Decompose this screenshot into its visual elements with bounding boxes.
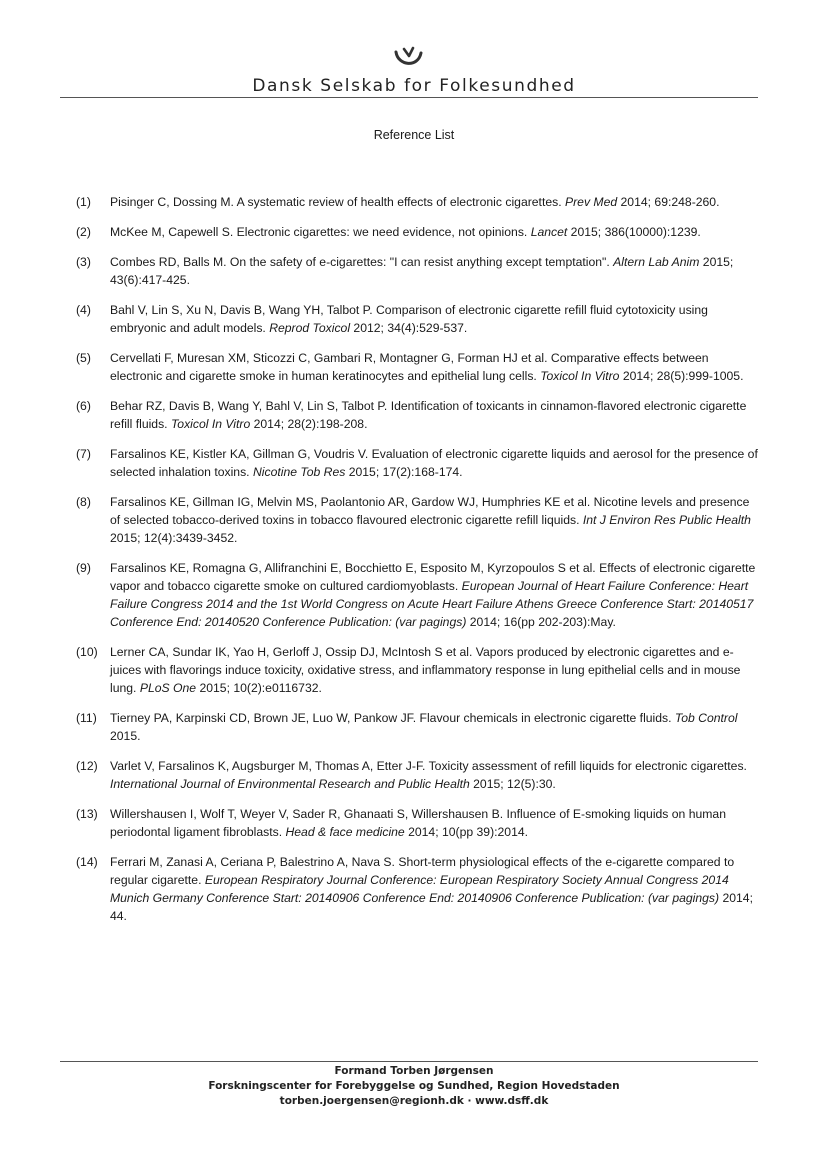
- reference-text: [110, 757, 762, 793]
- reference-fragment: 2014; 28(5):999-1005.: [619, 369, 744, 383]
- reference-fragment: Combes RD, Balls M. On the safety of e-cigarettes: "I can resist anything except temptation".: [110, 255, 614, 269]
- header-divider: [60, 97, 758, 98]
- reference-fragment: Cervellati F, Muresan XM, Sticozzi C, Gambari R, Montagner G, Forman HJ et al. Comparative effects between electronic and cigarette smoke in human keratinocytes and epithelial lung cells.: [110, 351, 709, 383]
- reference-fragment: 2015; 12(4):3439-3452.: [110, 531, 238, 545]
- reference-fragment: 2015.: [110, 729, 141, 743]
- reference-source: Nicotine Tob Res: [252, 465, 346, 479]
- reference-item: [76, 643, 762, 697]
- reference-item: [76, 349, 762, 385]
- reference-text: [110, 559, 762, 631]
- reference-fragment: 2015; 17(2):168-174.: [345, 465, 463, 479]
- reference-source: Head & face medicine: [285, 825, 405, 839]
- reference-text: [110, 445, 762, 481]
- reference-item: [76, 709, 762, 745]
- stylized-smile-logo-icon: [390, 44, 426, 72]
- reference-source: European Journal of Heart Failure Conference: Heart Failure Congress 2014 and the 1st World Congress on Acute Heart Failure Athens Greece Conference Start: 20140517 Conference End: 20140520 Conference Publication: (var pagings): [110, 579, 754, 629]
- reference-item: [76, 223, 762, 241]
- reference-text: [110, 397, 762, 433]
- reference-source: International Journal of Environmental Research and Public Health: [110, 777, 470, 791]
- reference-item: [76, 193, 762, 211]
- footer-contact: torben.joergensen@regionh.dk · www.dsff.dk: [279, 1095, 549, 1107]
- reference-fragment: 2014; 69:248-260.: [617, 195, 720, 209]
- reference-fragment: Varlet V, Farsalinos K, Augsburger M, Thomas A, Etter J-F. Toxicity assessment of refill liquids for electronic cigarettes.: [110, 759, 747, 773]
- reference-fragment: Tierney PA, Karpinski CD, Brown JE, Luo W, Pankow JF. Flavour chemicals in electronic cigarette fluids.: [110, 711, 675, 725]
- reference-source: Int J Environ Res Public Health: [582, 513, 751, 527]
- reference-text: [110, 493, 762, 547]
- reference-source: Toxicol In Vitro: [540, 369, 620, 383]
- reference-item: [76, 805, 762, 841]
- footer-chair: Formand Torben Jørgensen: [334, 1065, 494, 1077]
- reference-item: [76, 493, 762, 547]
- reference-number: (10): [76, 645, 98, 659]
- reference-item: [76, 853, 762, 925]
- reference-text: [110, 853, 762, 925]
- reference-text: [110, 709, 762, 745]
- reference-item: [76, 253, 762, 289]
- organization-name: Dansk Selskab for Folkesundhed: [252, 76, 576, 96]
- page-title: Reference List: [373, 128, 455, 142]
- reference-item: [76, 301, 762, 337]
- footer-institution: Forskningscenter for Forebyggelse og Sundhed, Region Hovedstaden: [208, 1080, 620, 1092]
- reference-item: [76, 445, 762, 481]
- reference-source: Prev Med: [564, 195, 618, 209]
- reference-fragment: 2015; 10(2):e0116732.: [196, 681, 322, 695]
- reference-fragment: 2014; 28(2):198-208.: [250, 417, 368, 431]
- reference-source: Altern Lab Anim: [613, 255, 700, 269]
- reference-number: (11): [76, 711, 97, 725]
- reference-text: [110, 223, 762, 241]
- reference-number: (12): [76, 759, 98, 773]
- reference-text: [110, 349, 762, 385]
- reference-fragment: Ferrari M, Zanasi A, Ceriana P, Balestrino A, Nava S. Short-term physiological effects of the e-cigarette compared to regular cigarette.: [110, 855, 735, 887]
- reference-fragment: 2015; 386(10000):1239.: [567, 225, 701, 239]
- reference-item: [76, 559, 762, 631]
- reference-fragment: Lerner CA, Sundar IK, Yao H, Gerloff J, Ossip DJ, McIntosh S et al. Vapors produced by electronic cigarettes and e-juices with flavorings induce toxicity, oxidative stress, and inflammatory response in lung epithelial cells and in mouse lung.: [110, 645, 741, 695]
- reference-fragment: McKee M, Capewell S. Electronic cigarettes: we need evidence, not opinions.: [110, 225, 531, 239]
- reference-text: [110, 301, 762, 337]
- reference-number: (8): [76, 495, 91, 509]
- reference-source: European Respiratory Journal Conference: European Respiratory Society Annual Congress 2014 Munich Germany Conference Start: 20140906 Conference End: 20140906 Conference Publication: (var pagings): [110, 873, 729, 905]
- reference-fragment: 2014; 44.: [110, 891, 753, 923]
- reference-fragment: Behar RZ, Davis B, Wang Y, Bahl V, Lin S, Talbot P. Identification of toxicants in cinnamon-flavored electronic cigarette refill fluids.: [110, 399, 747, 431]
- reference-fragment: 2012; 34(4):529-537.: [350, 321, 468, 335]
- reference-number: (13): [76, 807, 98, 821]
- reference-source: Lancet: [530, 225, 568, 239]
- reference-text: [110, 253, 762, 289]
- reference-fragment: Farsalinos KE, Gillman IG, Melvin MS, Paolantonio AR, Gardow WJ, Humphries KE et al. Nicotine levels and presence of selected tobacco-derived toxins in tobacco flavoured electronic cigarette refill liquids.: [110, 495, 750, 527]
- reference-text: [110, 643, 762, 697]
- reference-number: (14): [76, 855, 98, 869]
- reference-fragment: 2015; 43(6):417-425.: [110, 255, 734, 287]
- reference-number: (9): [76, 561, 91, 575]
- reference-source: Reprod Toxicol: [269, 321, 351, 335]
- reference-text: [110, 805, 762, 841]
- reference-number: (1): [76, 195, 91, 209]
- reference-source: PLoS One: [139, 681, 197, 695]
- reference-fragment: Farsalinos KE, Kistler KA, Gillman G, Voudris V. Evaluation of electronic cigarette liquids and aerosol for the presence of selected inhalation toxins.: [110, 447, 758, 479]
- reference-fragment: Pisinger C, Dossing M. A systematic review of health effects of electronic cigarettes.: [110, 195, 565, 209]
- footer-divider: [60, 1061, 758, 1062]
- reference-fragment: Farsalinos KE, Romagna G, Allifranchini E, Bocchietto E, Esposito M, Kyrzopoulos S et al. Effects of electronic cigarette vapor and tobacco cigarette smoke on cultured cardiomyoblasts.: [110, 561, 756, 593]
- reference-text: [110, 193, 762, 211]
- reference-fragment: 2014; 10(pp 39):2014.: [404, 825, 529, 839]
- reference-item: [76, 757, 762, 793]
- reference-fragment: Bahl V, Lin S, Xu N, Davis B, Wang YH, Talbot P. Comparison of electronic cigarette refill fluid cytotoxicity using embryonic and adult models.: [110, 303, 708, 335]
- reference-fragment: 2015; 12(5):30.: [469, 777, 556, 791]
- reference-number: (5): [76, 351, 91, 365]
- reference-item: [76, 397, 762, 433]
- reference-number: (2): [76, 225, 91, 239]
- reference-number: (7): [76, 447, 91, 461]
- footer: [0, 1064, 828, 1109]
- reference-number: (6): [76, 399, 91, 413]
- reference-source: Toxicol In Vitro: [170, 417, 251, 431]
- reference-source: Tob Control: [674, 711, 738, 725]
- reference-number: (4): [76, 303, 91, 317]
- reference-list: [76, 193, 762, 937]
- reference-number: (3): [76, 255, 91, 269]
- reference-fragment: Willershausen I, Wolf T, Weyer V, Sader R, Ghanaati S, Willershausen B. Influence of E-smoking liquids on human periodontal ligament fibroblasts.: [110, 807, 726, 839]
- reference-fragment: 2014; 16(pp 202-203):May.: [466, 615, 616, 629]
